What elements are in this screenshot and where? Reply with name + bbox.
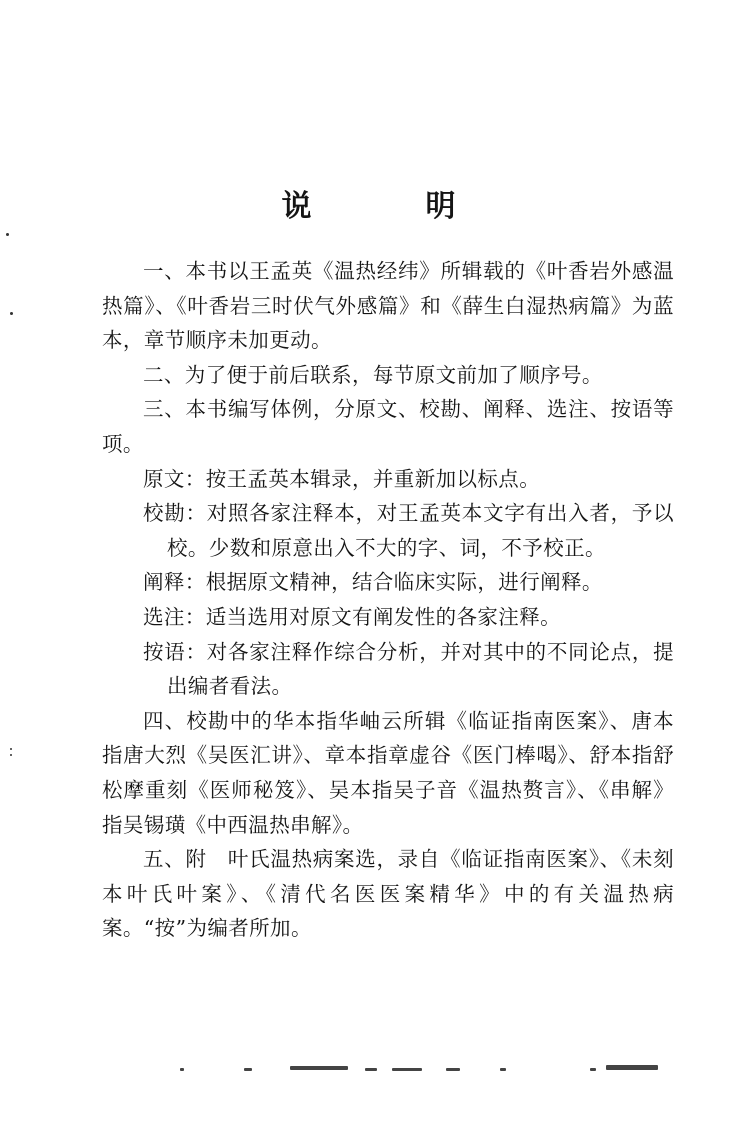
- paragraph-collation: 校勘：对照各家注释本，对王孟英本文字有出入者，予以校。少数和原意出入不大的字、词，不予校正。: [143, 501, 674, 560]
- paragraph-structure: 三、本书编写体例，分原文、校勘、阐释、选注、按语等项。: [102, 397, 674, 456]
- margin-speck: [10, 748, 12, 750]
- margin-speck: [10, 754, 12, 756]
- paragraph-explanation: 阐释：根据原文精神，结合临床实际，进行阐释。: [143, 570, 603, 595]
- margin-speck: [10, 312, 13, 315]
- margin-speck: [6, 233, 9, 236]
- paragraph-selected-notes: 选注：适当选用对原文有阐发性的各家注释。: [143, 604, 561, 629]
- page-title: 说 明: [281, 189, 498, 225]
- paragraph-original-text: 原文：按王孟英本辑录，并重新加以标点。: [143, 466, 541, 491]
- paragraph-editor-notes: 按语：对各家注释作综合分析，并对其中的不同论点，提出编者看法。: [143, 639, 674, 699]
- paragraph-source-texts: 一、本书以王孟英《温热经纬》所辑载的《叶香岩外感温热篇》、《叶香岩三时伏气外感篇》和《薛生白湿热病篇》为蓝本，章节顺序未加更动。: [102, 259, 674, 353]
- explanation-body: [102, 254, 674, 946]
- scan-artifacts: [170, 1060, 670, 1074]
- paragraph-abbreviations: 四、校勘中的华本指华岫云所辑《临证指南医案》、唐本指唐大烈《吴医汇讲》、章本指章虚谷《医门棒喝》、舒本指舒松摩重刻《医师秘笈》、吴本指吴子音《温热赘言》、《串解》指吴锡璜《中西温热串解》。: [102, 708, 674, 837]
- paragraph-appendix: 五、附 叶氏温热病案选，录自《临证指南医案》、《未刻本叶氏叶案》、《清代名医医案精华》中的有关温热病案。“按”为编者所加。: [102, 847, 674, 941]
- paragraph-numbering: 二、为了便于前后联系，每节原文前加了顺序号。: [143, 362, 603, 387]
